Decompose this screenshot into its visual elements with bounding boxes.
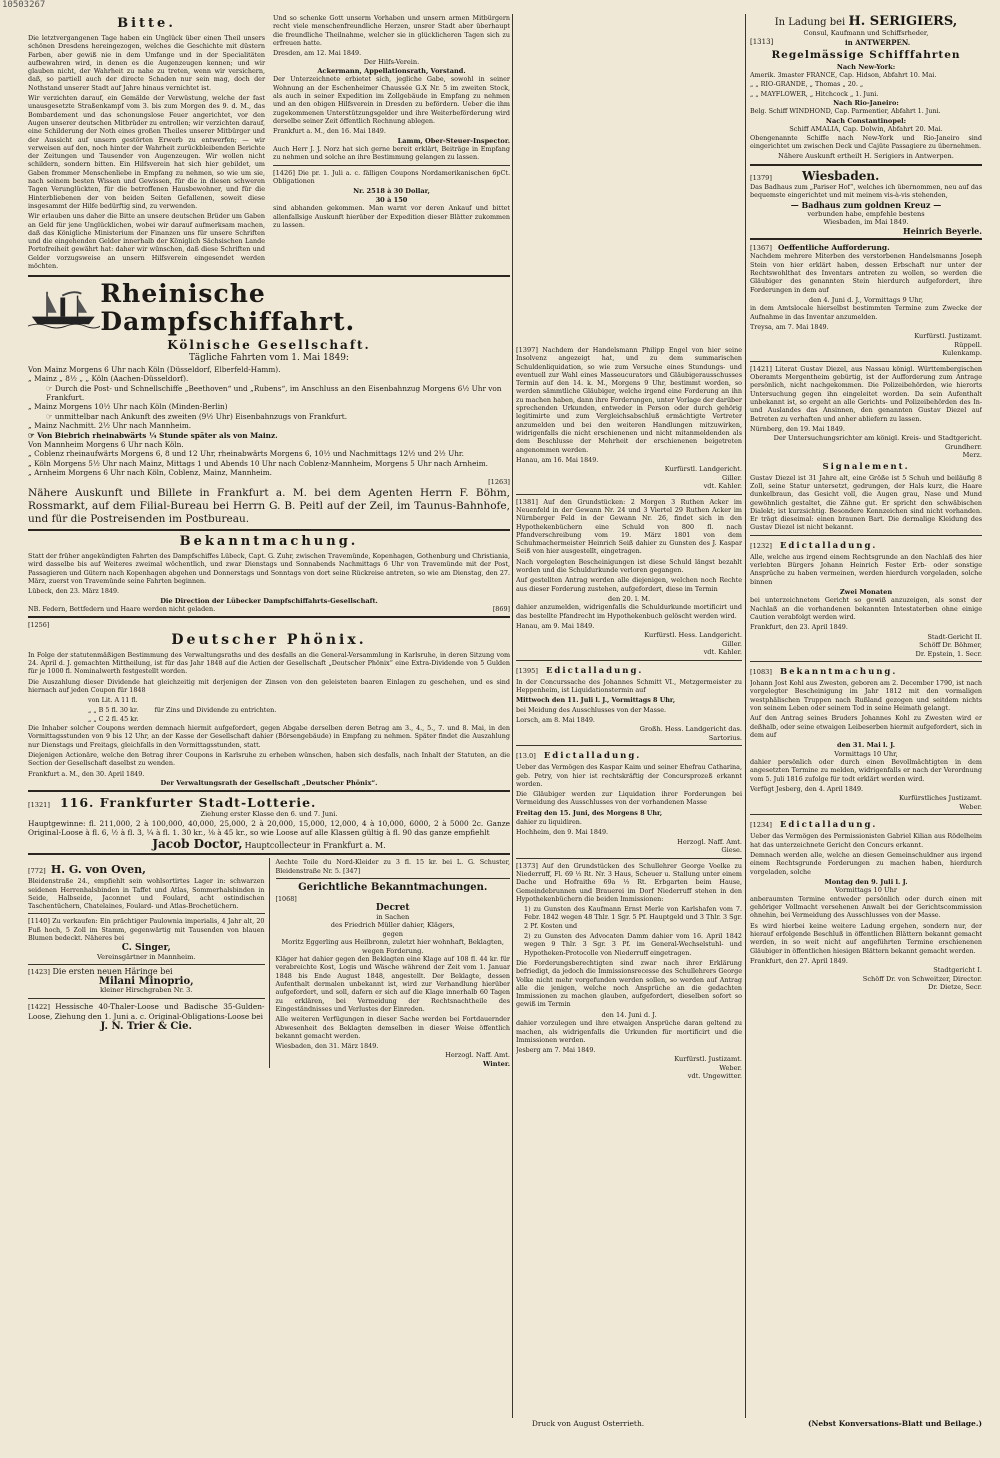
bitte-title: Bitte. — [117, 16, 176, 31]
notice-court: Der Untersuchungsrichter am königl. Kreis- und Stadtgericht. — [773, 434, 982, 443]
ad-number: [1422] — [28, 1002, 50, 1011]
column-right — [750, 14, 982, 1434]
notice-text: in dem Amtslocale hierselbst bestimmten Termine zum Zwecke der Aufnahme in das Inventar anzumelden. — [750, 304, 982, 321]
ad-number: [347] — [343, 866, 361, 875]
notice-signer: Grundherr. — [945, 442, 982, 451]
bekannt-title: Bekanntmachung. — [179, 534, 359, 550]
ad-number: [1373] — [516, 861, 538, 870]
ad-number: [1379] — [750, 173, 772, 182]
notice-text: Literat Gustav Diezel, aus Nassau königl. Württembergischen Oberamts Mergentheim gebürtig, ist der Aufforderung zum Antrage persönlich, nicht nachgekommen. Die Polizeibehörden, wie hierorts Untersuchung gegen ihn eingeleitet worden. Da sein Aufenthalt unbekannt ist, so ergeht an alle Gerichts- und Polizeibehörden des In- und Auslandes das Ansinnen, den genannten Gustav Diezel auf Betreten zu verhaften und anher abliefern zu lassen. — [750, 364, 982, 423]
schedule-row: ☞ Durch die Post- und Schnellschiffe „Beethoven“ und „Rubens“, im Anschluss an den Eisenbahnzug Morgens 6½ Uhr von Frankfurt. — [46, 383, 502, 403]
phoenix-paragraph: Die Inhaber solcher Coupons werden demnach hiermit aufgefordert, gegen Abgabe derselben deren Betrag am 3., 4., 5., 7. und 8. Mai, in den Vormittagsstunden von 9 bis 12 Uhr, an der Kasse der Gesellschaft dahier (Börsengebäude) in Empfang zu nehmen. Später findet die Auszahlung nur Dienstags und Freitags, gleichfalls in den Vormittagsstunden, statt. — [28, 724, 510, 749]
notice-text: Auf den Grundstücken des Schullehrer George Voelke zu Niederruff, Fl. 69 ⅓ Rt. Nr. 3 Haus, Scheuer u. Stallung unter einem Dache und Hofraithe 69a ⅓ Rt. Erbgarten beim Hause, Gemeindebrunnen und Brauerei im Dorf Niederruff stehen in den Hypothekenbüchern die beiden Immissionen: — [516, 861, 742, 903]
ad-number: [1397] — [516, 346, 538, 354]
notice-text: dahier vorzulegen und ihre etwaigen Ansprüche daran geltend zu machen, als widrigenfalls die Urkunden für mortificirt und die Immissionen werden. — [516, 1019, 742, 1044]
notice-signer: vdt. Kahler. — [703, 648, 742, 657]
column-rule — [745, 14, 746, 1418]
ad-number: [1313] — [750, 37, 774, 46]
notice-term: Freitag den 15. Juni, des Morgens 8 Uhr, — [516, 808, 663, 817]
page-id: 10503267 — [2, 0, 46, 10]
notice-1421 — [750, 365, 982, 532]
dekret-line: wegen Forderung. — [362, 946, 424, 955]
phoenix-paragraph: In Folge der statutenmäßigen Bestimmung des Verwaltungsraths und des desfalls an die General-Versammlung in Karlsruhe, in deren Sitzung vom 24. April d. J. gemachten Mittheilung, ist für das Jahr 1848 auf die Actien der Gesellschaft „Deutscher Phönix“ eine Extra-Dividende von 5 Gulden für je 1000 fl. Nominalwerth festgestellt worden. — [28, 650, 510, 676]
notice-title: Edictalladung. — [545, 665, 644, 676]
notice-signer: Kulenkamp. — [942, 349, 982, 358]
notice-date: Frankfurt, den 27. April 1849. — [750, 956, 848, 965]
notice-text: Nachdem der Handelsmann Philipp Engel von hier seine Insolvenz angezeigt hat, und zu dem summarischen Schuldenliquidation, so wie zum Versuche eines Stundungs- und eventuell zur Wahl eines Masseucurators und Gläubigerausschusses Termin auf den 14. k. M., Morgens 9 Uhr, bestimmt worden, so werden sämmtliche Gläubiger, welche irgend eine Forderung an ihn zu machen haben, dann ihre Forderungen, unter Vorlage der darüber sprechenden Urkunden, entweder in Person oder durch gehörig legitimirte und zum Vergleichsabschluß ermächtigte Vertreter anzumelden und bei den weiteren Handlungen mitzuwirken, widrigenfalls die nicht erschienenen und nicht mitanmeldenden als dem Beschlusse der Mehrheit der erschienenen beigetreten angenommen werden. — [516, 346, 742, 454]
notice-court: Kurfürstl. Landgericht. — [664, 465, 742, 474]
gericht-title: Gerichtliche Bekanntmachungen. — [298, 881, 488, 893]
notice-term: den 4. Juni d. J., Vormittags 9 Uhr, — [808, 295, 924, 304]
route-heading: Nach Constantinopel: — [825, 116, 907, 125]
phoenix-rate: „ „ B 5 fl. 30 kr. — [88, 705, 139, 714]
oven-text: Bleidenstraße 24., empfiehlt sein wohlsortirtes Lager in: schwarzen seidenen Herrenhalsbinden in Taffet und Atlas, Sommerhalsbinden in Seide, Halbseide, Jaconnet und Foulard, acht ostindischen Taschentüchern, Chatelaines, Foulard- und Atlas-Brochetüchern. — [28, 877, 265, 911]
notice-text: In der Concurssache des Johannes Schmitt VI., Metzgermeister zu Heppenheim, ist Liquidationstermin auf — [516, 677, 742, 695]
phoenix-rate: „ „ C 2 fl. 45 kr. — [88, 714, 139, 723]
notice-term: den 20. l. M. — [607, 594, 651, 603]
coupons-notice — [273, 169, 510, 186]
lotterie-sub: Ziehung erster Klasse den 6. und 7. Juni. — [200, 810, 338, 819]
ad-number: [1395] — [516, 666, 538, 675]
schedule-row: Von Mannheim Morgens 6 Uhr nach Köln. — [28, 440, 184, 450]
notice-title: Bekanntmachung. — [779, 667, 898, 678]
dekret-line: Moritz Eggerling aus Heilbronn, zuletzt hier wohnhaft, Beklagten, — [281, 938, 504, 947]
phoenix-signer: Der Verwaltungsrath der Gesellschaft „Deutscher Phönix“. — [160, 778, 378, 787]
notice-text: anberaumten Termine entweder persönlich oder durch einen mit gehöriger Vollmacht versehenen Anwalt bei der Gerichtscommission ohnehin, bei Vermeidung des Ausschlusses von der Masse. — [750, 894, 982, 920]
steamship-icon — [28, 287, 100, 329]
ship-row: „ „ MAYFLOWER, „ Hitchcock „ 1. Juni. — [750, 89, 879, 98]
ship-row: Amerik. 3master FRANCE, Cap. Hidson, Abfahrt 10. Mai. — [750, 71, 937, 79]
notice-item: 1) zu Gunsten des Kaufmann Ernst Merle von Karlshafen vom 7. Febr. 1842 wegen 48 Thlr. 1 Sgr. 5 Pf. Hauptgeld und 3 Thlr. 3 Sgr. 2 Pf. Kosten und — [524, 905, 742, 930]
bitte-org: Der Hilfs-Verein. — [363, 58, 420, 67]
schedule-row: „ Mainz Morgens 10½ Uhr nach Köln (Minden-Berlin) — [28, 402, 228, 412]
hessisch-text: Hessische 40-Thaler-Loose und Badische 35-Gulden-Loose, Ziehung den 1. Juni a. c. Original-Obligations-Loose bei — [28, 1001, 265, 1022]
bitte-date: Frankfurt a. M., den 16. Mai 1849. — [273, 127, 386, 136]
notice-signer: Sartorius. — [708, 733, 742, 742]
dekret-title: Decret — [375, 903, 410, 914]
dekret-line: gegen — [382, 929, 403, 938]
phoenix-notice — [28, 621, 510, 787]
lotterie-agent-title: Hauptcollecteur in Frankfurt a. M. — [244, 840, 386, 850]
singer-name: C. Singer, — [121, 943, 171, 954]
ad-number: [1234] — [750, 821, 772, 830]
notice-date: Lorsch, am 8. Mai 1849. — [516, 716, 595, 724]
wiesbaden-title: Wiesbaden. — [801, 168, 880, 183]
notice-1397 — [516, 346, 742, 491]
wiesbaden-text: verbunden habe, empfehle bestens — [807, 209, 925, 218]
notice-court: Kurfürstl. Justizamt. — [674, 1055, 742, 1064]
notice-text: dahier persönlich oder durch einen Bevollmächtigten in dem angesetzten Termine zu melden, widrigenfalls er nach der Verordnung vom 5. Juli 1816 zufolge für todt erklärt werden wird. — [750, 758, 982, 783]
notice-text: Nachdem mehrere Miterben des verstorbenen Handelsmanns Joseph Stein von hier erklärt haben, dessen Erbschaft nur unter der Rechtswohlthat des Inventars antreten zu wollen, so werden die Gläubiger des genannten Stein hierdurch aufgefordert, ihre Forderungen in dem auf — [750, 252, 982, 294]
bitte-paragraph: Auch Herr J. J. Norz hat sich gerne bereit erklärt, Beiträge in Empfang zu nehmen und solche an ihre Bestimmung gelangen zu lassen. — [273, 145, 510, 162]
toile-text: Aechte Toile du Nord-Kleider zu 3 fl. 15 kr. bei L. G. Schuster, Bleidenstraße Nr. 5. — [275, 858, 510, 875]
notice-court: Kurfürstliches Justizamt. — [898, 794, 982, 803]
singer-ad — [28, 917, 265, 961]
notice-1300 — [516, 749, 742, 854]
schedule-row: Von Mainz Morgens 6 Uhr nach Köln (Düsseldorf, Elberfeld-Hamm). — [28, 364, 281, 374]
toile-ad — [276, 858, 511, 875]
lotterie-ad — [28, 795, 510, 850]
wiesbaden-ad — [750, 169, 982, 236]
bitte-paragraph: Der Unterzeichnete erbietet sich, jegliche Gabe, sowohl in seiner Wohnung an der Eschenheimer Chaussée G.X Nr. 5 im zweiten Stock, als auch in seiner Expedition im Zollgebäude in Empfang zu nehmen und an den obigen Hilfsverein in Dresden zu befördern. Ueber die ihm zugekommenen Unterstützungsgelder und ihre Weiterbeförderung wird derselbe seiner Zeit öffentlich Rechnung ablegen. — [273, 75, 510, 125]
notice-1083 — [750, 665, 982, 811]
bitte-date: Dresden, am 12. Mai 1849. — [273, 49, 362, 58]
lubeck-notice — [28, 534, 510, 613]
lotterie-text: Hauptgewinne: fl. 211,000, 2 à 100,000, 40,000, 25,000, 2 à 20,000, 15,000, 12,000, 4 à 10,000, 6000, 2 à 5000 2c. Ganze Original-Loose à fl. 6, ½ à fl. 3, ¼ à fl. 1. 30 kr., ⅛ à 45 kr., so wie Loose auf alle Klassen gültig à fl. 90 das ganze empfiehlt — [28, 818, 510, 838]
schedule-row: „ Coblenz rheinaufwärts Morgens 6, 8 und 12 Uhr, rheinabwärts Morgens 6, 10½ und Nachmittags 12½ und 2½ Uhr. — [28, 449, 464, 459]
notice-court: Kurfürstl. Justizamt. — [914, 332, 982, 341]
notice-1232 — [750, 539, 982, 658]
bitte-section — [28, 14, 265, 272]
schedule-row: „ Köln Morgens 5½ Uhr nach Mainz, Mittags 1 und Abends 10 Uhr nach Coblenz-Mannheim, Morgens 5 Uhr nach Arnheim. — [28, 458, 488, 468]
coupons-text: Die pr. 1. Juli a. c. fälligen Coupons Nordamerikanischen 6pCt. Obligationen — [273, 168, 510, 185]
newspaper-page — [28, 14, 982, 1444]
footer-note: (Nebst Konversations-Blatt und Beilage.) — [808, 1419, 982, 1428]
bitte-continued — [273, 14, 510, 272]
bekannt-nb — [28, 605, 510, 613]
printer-line: Druck von August Osterrieth. — [531, 1419, 645, 1428]
serigiers-ad — [750, 14, 982, 161]
notice-term: Zwei Monaten — [839, 587, 893, 596]
lotterie-agent: Jacob Doctor, — [152, 836, 243, 851]
rhein-daily: Tägliche Fahrten vom 1. Mai 1849: — [189, 353, 349, 364]
ad-number: [1421] — [750, 364, 772, 373]
notice-1234 — [750, 818, 982, 991]
schedule-row: „ Arnheim Morgens 6 Uhr nach Köln, Coblenz, Mainz, Mannheim. — [28, 468, 272, 478]
notice-title: Edictalladung. — [779, 540, 878, 551]
notice-signer: Weber. — [959, 802, 982, 811]
notice-term: Mittwoch den 11. Juli l. J., Vormittags 8 Uhr, — [516, 696, 676, 705]
bitte-paragraph: Die letztvergangenen Tage haben ein Unglück über einen Theil unsers schönen Dresdens hereingezogen, welches die Geschichte mit düstern Farben, aber gewiß nie in dem Umfange und in der Specialitäten aufbewahren wird, in denen es die Augenzeugen kennen; und wir glauben nicht, der Wahrheit zu nahe zu treten, wenn wir versichern, daß, so partiell auch der directe Schaden nur sein mag, doch der Nothstand unserer Stadt auf Jahre hinaus vernichtet ist. — [28, 34, 265, 92]
wiesbaden-name: — Badhaus zum goldnen Kreuz — — [790, 200, 942, 211]
notice-text: Auf den Antrag seines Bruders Johannes Kohl zu Zwesten wird er deßhalb, oder seine etwaigen Leibeserben hiermit aufgefordert, sich in dem auf — [750, 714, 982, 739]
haringe-text: Die ersten neuen Häringe bei — [52, 967, 173, 977]
notice-court: Stadtgericht I. — [933, 966, 982, 975]
notice-text: bei unterzeichnetem Gericht so gewiß anzuzeigen, als sonst der Nachlaß an die vorhandenen bekannten Intestaterben ohne einige Caution verabfolgt werden wird. — [750, 596, 982, 621]
ad-number: [1426] — [273, 168, 295, 177]
coupons-line: Nr. 2518 à 30 Dollar, — [353, 187, 430, 196]
schedule-row: „ Mainz Nachmitt. 2½ Uhr nach Mannheim. — [28, 421, 192, 431]
bitte-signer: Ackermann, Appellationsrath, Vorstand. — [317, 66, 466, 75]
notice-court: Kurfürstl. Hess. Landgericht. — [644, 631, 742, 640]
coupons-text: sind abhanden gekommen. Man warnt vor deren Ankauf und bittet allenfallsige Auskunft hierüber der Expedition dieser Blätter zukommen zu lassen. — [273, 204, 510, 229]
singer-text: Zu verkaufen: Ein prächtiger Paulownia imperialis, 4 Jahr alt, 20 Fuß hoch, 5 Zoll im Stamm, gegenwärtig mit Tausenden von blauen Blumen bedeckt. Näheres bei — [28, 917, 265, 943]
column-left — [28, 14, 510, 1434]
notice-1395 — [516, 664, 742, 742]
dekret-line: des Friedrich Müller dahier, Klägers, — [330, 921, 455, 930]
bekannt-signer: Die Direction der Lübecker Dampfschiffahrts-Gesellschaft. — [160, 596, 378, 605]
rhein-subtitle: Kölnische Gesellschaft. — [167, 338, 371, 353]
dekret-line: in Sachen — [376, 912, 410, 921]
notice-text: Johann Jost Kohl aus Zwesten, geboren am 2. December 1790, ist nach vorgelegter Bescheinigung im Jahr 1812 mit den vormaligen westphälischen Truppen nach Rußland gezogen und seitdem nichts von seinem Leben oder seinem Tod in seine Heimath gelangt. — [750, 679, 982, 712]
rhein-ad — [28, 280, 510, 526]
ad-number: [1140] — [28, 917, 50, 926]
notice-signer: Giller. — [721, 473, 742, 482]
serigiers-contact: Nähere Auskunft ertheilt H. Serigiers in Antwerpen. — [778, 152, 954, 161]
gericht-text: Kläger hat dahier gegen den Beklagten eine Klage auf 108 fl. 44 kr. für verabreichte Kost, Logis und Wäsche während der Zeit vom 1. Januar 1848 bis Ende August 1848, angestellt. Der Beklagte, dessen Aufenthalt dermalen unbekannt ist, wird zur Verhandlung hierüber aufgefordert, und soll, dafern er sich auf die Klage innerhalb 60 Tagen zu erklären, bei Vermeidung der Rechtsnachtheile des Eingeständnisses und Verlustes der Einreden. — [275, 955, 510, 1013]
notice-court: Großh. Hess. Landgericht das. — [639, 725, 742, 734]
notice-text: Die Forderungsberechtigten sind zwar nach ihrer Erklärung befriedigt, da jedoch die Immissionsrecesse des Schullehrers George Volke nicht mehr vorgefunden werden sollen, so werden auf Antrag alle die jenigen, welche noch Ansprüche an die gedachten Immissionen zu machen glauben, aufgefordert, dieselben sofort so gewiß im Termin — [516, 958, 742, 1009]
gericht-section — [276, 858, 511, 1068]
phoenix-rate: von Lit. A 11 fl. — [88, 696, 138, 705]
serigiers-sub: Consul, Kaufmann und Schiffsrheder, — [803, 29, 929, 37]
phoenix-date: Frankfurt a. M., den 30. April 1849. — [28, 769, 145, 778]
rhein-title: Rheinische Dampfschiffahrt. — [100, 279, 356, 337]
column-middle — [516, 346, 742, 1436]
notice-1367 — [750, 243, 982, 357]
notice-date: Hanau, am 9. Mai 1849. — [516, 622, 595, 631]
wiesbaden-signer: Heinrich Beyerle. — [903, 225, 982, 236]
notice-text: Auf gestellten Antrag werden alle diejenigen, welchen noch Rechte aus dieser Forderung zustehen, aufgefordert, diese im Termin — [516, 576, 742, 593]
haringe-addr: kleiner Hirschgraben Nr. 3. — [100, 986, 193, 995]
notice-term: Vormittags 10 Uhr — [834, 886, 897, 895]
notice-text: dahier anzumelden, widrigenfalls die Schuldurkunde mortificirt und das bestellte Pfandrecht im Hypothekenbuch gelöscht werden wird. — [516, 603, 742, 620]
phoenix-paragraph: Die Auszahlung dieser Dividende hat gleichzeitig mit derjenigen der Zinsen von den geleisteten baaren Einlagen zu geschehen, und es sind hiernach auf jeden Coupon für 1848 — [28, 677, 510, 694]
notice-signer: Schöff Dr. von Schweitzer, Director. — [862, 974, 982, 983]
ad-number: [1367] — [750, 244, 772, 253]
bekannt-text: Statt der früher angekündigten Fahrten des Dampfschiffes Lübeck, Capt. G. Zuhr, zwischen Travemünde, Kopenhagen, Gothenburg und Christiania, wird dasselbe bis auf Weiteres zweimal wöchentlich, und zwar Dienstags und Sonnabends Nachmittags 6 Uhr von Travemünde mit der Post, Passagieren und Gütern nach Kopenhagen abgehen und Donnerstags und Sonntags von dort seine Rückreise antreten, so wie am Dienstag, den 27. März, zuerst von Travemünde seine Fahrten beginnen. — [28, 552, 510, 586]
notice-signer: Giller. — [721, 639, 742, 648]
serigiers-name: H. SERIGIERS, — [848, 14, 958, 29]
oven-ad — [28, 858, 265, 910]
notice-date: Hochheim, den 9. Mai 1849. — [516, 828, 609, 837]
notice-term: Vormittags 10 Uhr, — [834, 749, 898, 758]
notice-title: Oeffentliche Aufforderung. — [777, 243, 890, 253]
notice-signer: vdt. Ungewitter. — [687, 1072, 742, 1081]
notice-signer: vdt. Kahler. — [703, 482, 742, 491]
notice-text: Nach vorgelegten Bescheinigungen ist diese Schuld längst bezahlt worden und die Schuldurkunde verloren gegangen. — [516, 557, 742, 575]
ad-number: [772] — [28, 867, 46, 876]
ad-number: [1068] — [275, 894, 297, 903]
haringe-ad — [28, 968, 265, 994]
notice-text: Auf den Grundstücken: 2 Morgen 3 Ruthen Acker im Neuenfeld in der Gewann Nr. 24 und 3 Viertel 29 Ruthen Acker im Nürnberger Feld in der Gewann Nr. 26, findet sich in den Hypothekenbüchern eine Schuld von 800 fl. nach Pfandverschreibung vom 19. März 1801 von dem Schuhmachermeister Heinrich Seiß dahier zu Gunsten des J. Kaspar Seiß von hier ausgestellt, eingetragen. — [516, 497, 742, 556]
notice-signer: Dr. Dietze, Secr. — [927, 983, 982, 992]
serigiers-intro: In Ladung bei — [774, 17, 846, 28]
notice-text: Ueber das Vermögen des Kaspar Kaim und seiner Ehefrau Catharina, geb. Petry, von hier ist rechtskräftig der Concursprozeß erkannt worden. — [516, 763, 742, 788]
bitte-paragraph: Wir erlauben uns daher die Bitte an unsere deutschen Brüder um Gaben an Geld für jene Unglücklichen, wobei wir darauf aufmerksam machen, daß das Königliche Ministerium der Finanzen uns für unsere Schriften und die eingehenden Gelder innerhalb der Königlich Sächsischen Lande Portofreiheit gewährt hat: daher wir wünschen, daß diese Schriften und Gelder vorzugsweise an unsern Hilfsverein eingesendet werden möchten. — [28, 212, 265, 271]
nb-text: NB. Federn, Bettfedern und Haare werden nicht geladen. — [28, 605, 216, 614]
ad-number: [869] — [492, 605, 510, 614]
notice-signer: Weber. — [719, 1063, 742, 1072]
wiesbaden-date: Wiesbaden, im Mai 1849. — [823, 218, 909, 227]
notice-signer: Schöff Dr. Böhmer, — [919, 641, 982, 650]
hessisch-name: J. N. Trier & Cie. — [100, 1021, 192, 1033]
gericht-signer: Winter. — [483, 1059, 510, 1068]
small-ads — [28, 858, 270, 1068]
haringe-name: Milani Minoprio, — [98, 975, 194, 987]
signalement-text: Gustav Diezel ist 31 Jahre alt, eine Größe ist 5 Schuh und beiläufig 8 Zoll, seine Statur untersetzt, gedrungen, der Hals kurz, die Haare dunkelbraun, das Gesicht voll, die Augen grau, Nase und Mund gewöhnlich gestaltet, die Zähne gut. Er spricht den schwäbischen Dialekt; ist kurzsichtig. Besondere Kennzeichen sind nicht vorhanden. Er trägt dieseimal: einen braunen Bart. Die dermalige Kleidung des Gustav Diezel ist nicht bekannt. — [750, 473, 982, 532]
ad-number: [1083] — [750, 668, 772, 677]
notice-item: 2) zu Gunsten des Advocaten Damm dahier vom 16. April 1842 wegen 9 Thlr. 3 Sgr. 3 Pf. im General-Wechselstuhl- und Hypotheken-Protocolle von Niederruff eingetragen. — [524, 932, 742, 957]
bitte-paragraph: Wir verzichten darauf, ein Gemälde der Verwüstung, welche der fast unausgesetzte Straßenkampf vom 3. bis zum Morgen des 9. d. M., das Bombardement und das schonungslose Feuer angerichtet, vor den Augen unserer deutschen Mitbrüder zu entrollen; wir verzichten darauf, eine Schilderung der Noth eines großen Theiles unserer Mitbürger und der Aussicht auf unsern gestörten Erwerb zu entwerfen; — wir verweisen auf den, noch hinter der Wahrheit zurückbleibenden Berichte der Zeitungen und Tausender von Augenzeugen. Wir wollen nicht schildern, sondern bitten. Ein Hilfsverein hat sich hier gebildet, um Gaben frommer Menschenliebe in Empfang zu nehmen, so wie um sie, nach seinem besten Wissen und Gewissen, für die in diesen schweren Tagen Verunglückten, für die betroffenen Hausbewohner, und für die Hinterbliebenen der von beiden Seiten Gefallenen, soweit diese insgesammt der Hilfe bedürftig sind, zu verwenden. — [28, 94, 265, 210]
ad-number: [1423] — [28, 968, 50, 977]
notice-title: Edictalladung. — [543, 751, 642, 762]
ad-number: [1232] — [750, 541, 772, 550]
notice-signer: Merz. — [962, 451, 982, 460]
notice-date: Frankfurt, den 23. April 1849. — [750, 623, 848, 632]
notice-court: Stadt-Gericht II. — [927, 632, 982, 641]
lotterie-title: 116. Frankfurter Stadt-Lotterie. — [59, 795, 317, 811]
notice-text: Die Gläubiger werden zur Liquidation ihrer Forderungen bei Vermeidung des Ausschlusses von der vorhandenen Masse — [516, 790, 742, 807]
serigiers-text: Obengenannte Schiffe nach New-York und Rio-Janeiro sind eingerichtet um zwischen Deck und Cajüte Passagiere zu übernehmen. — [750, 133, 982, 150]
signalement-title: Signalement. — [822, 461, 910, 472]
bekannt-date: Lübeck, den 23. März 1849. — [28, 587, 120, 596]
bitte-signer: Lamm, Ober-Steuer-Inspector. — [397, 136, 510, 145]
phoenix-title: Deutscher Phönix. — [171, 631, 367, 648]
notice-text: bei Meidung des Ausschlusses von der Masse. — [516, 705, 667, 714]
bitte-paragraph: Und so schenke Gott unserm Vorhaben und unsern armen Mitbürgern recht viele menschenfreundliche Herzen, unsrer Stadt aber überhaupt die freundliche Theilnahme, welcher sie in glücklicheren Tagen sich zu erfreuen hatte. — [273, 14, 510, 47]
route-heading: Nach New-York: — [836, 62, 896, 71]
notice-date: Jesberg am 7. Mai 1849. — [516, 1046, 596, 1055]
ship-row: Belg. Schiff WINDHOND, Cap. Parmentier, Abfahrt 1. Juni. — [750, 107, 941, 116]
notice-text: Es wird hierbei keine weitere Ladung ergehen, sondern nur, der hierauf erfolgende Beschluß in öffentlichen Blättern bekannt gemacht werden, in so weit nicht auf angeführten Termine erschienenen Gläubiger in öffentlichen hiesigen Blättern bekannt gemacht werden. — [750, 921, 982, 955]
wiesbaden-text: Das Badhaus zum „Pariser Hof“, welches ich übernommen, neu auf das bequemste eingerichtet und mit meinem vis-à-vis stehenden, — [750, 182, 982, 200]
rhein-schedule — [28, 365, 510, 478]
hessisch-ad — [28, 1002, 265, 1032]
phoenix-rate-note: für Zins und Dividende zu entrichten. — [154, 705, 277, 714]
ad-number: [1263] — [488, 477, 510, 486]
gericht-date: Wiesbaden, den 31. März 1849. — [275, 1042, 379, 1051]
notice-signer: Giese. — [721, 846, 742, 855]
gericht-text: Alle weiteren Verfügungen in dieser Sache werden bei Fortdauernder Abwesenheit des Beklagten demselben in dieser Weise öffentlich bekannt gemacht werden. — [275, 1015, 510, 1040]
ad-number: [1256] — [28, 621, 50, 630]
route-heading: Nach Rio-Janeiro: — [833, 98, 899, 107]
notice-term: Montag den 9. Juli l. J. — [824, 877, 908, 886]
notice-1381 — [516, 498, 742, 657]
notice-date: Verfügt Jesberg, den 4. April 1849. — [750, 785, 864, 794]
notice-text: Ueber das Vermögen des Permissionisten Gabriel Kilian aus Rödelheim hat das unterzeichnete Gericht den Concurs erkannt. — [750, 832, 982, 849]
ship-row: „ „ RIO-GRANDE, „ Thomas „ 20. „ — [750, 80, 864, 89]
notice-title: Edictalladung. — [779, 820, 878, 831]
ad-number: [1381] — [516, 497, 538, 506]
phoenix-paragraph: Diejenigen Actionäre, welche den Betrag ihrer Coupons in Karlsruhe zu erheben wünschen, haben sich desfalls, nach Inhalt der Statuten, an die Section der Gesellschaft daselbst zu wenden. — [28, 751, 510, 768]
notice-text: Demnach werden alle, welche an diesen Gemeinschuldner aus irgend einem Rechtsgrunde Forderungen zu machen haben, hierdurch vorgeladen, solche — [750, 850, 982, 876]
rhein-info: Nähere Auskunft und Billete in Frankfurt a. M. bei dem Agenten Herrn F. Böhm, Rossmarkt, auf dem Filial-Bureau bei Herrn G. B. Peitl auf der Zeil, im Taunus-Bahnhofe, und für die Postreisenden im Postbureau. — [28, 487, 510, 526]
ad-number: [1321] — [28, 801, 50, 810]
notice-date: Nürnberg, den 19. Mai 1849. — [750, 424, 845, 433]
notice-court: Herzogl. Naff. Amt. — [677, 837, 742, 846]
ad-number: [13.0] — [516, 752, 536, 761]
serigiers-title: Regelmässige Schifffahrten — [771, 48, 961, 61]
coupons-line: 30 à 150 — [375, 195, 408, 204]
schedule-row: „ Mainz „ 8½ „ „ Köln (Aachen-Düsseldorf). — [28, 374, 189, 384]
ship-row: Schiff AMALIA, Cap. Dolwin, Abfahrt 20. Mai. — [789, 125, 943, 134]
gericht-court: Herzogl. Naff. Amt. — [445, 1051, 510, 1060]
notice-1373 — [516, 862, 742, 1081]
schedule-row: ☞ Von Biebrich rheinabwärts ¼ Stunde später als von Mainz. — [28, 430, 278, 440]
notice-signer: Rüppell. — [954, 340, 982, 349]
notice-term: den 14. Juni d. J. — [601, 1010, 657, 1019]
schedule-row: ☞ unmittelbar nach Ankunft des zweiten (9½ Uhr) Eisenbahnzugs von Frankfurt. — [46, 411, 348, 421]
serigiers-place: in ANTWERPEN. — [845, 37, 911, 47]
notice-term: den 31. Mai l. J. — [836, 741, 896, 750]
singer-place: Vereinsgärtner in Mannheim. — [97, 952, 196, 961]
notice-date: Hanau, am 16. Mai 1849. — [516, 455, 599, 464]
notice-text: Alle, welche aus irgend einem Rechtsgrunde an den Nachlaß des hier verlebten Bürgers Johann Heinrich Fester Erb- oder sonstige Ansprüche zu haben vermeinen, werden hierdurch vorgeladen, solche binnen — [750, 552, 982, 586]
notice-signer: Dr. Epstein, 1. Secr. — [915, 649, 982, 658]
oven-title: H. G. von Oven, — [50, 863, 146, 877]
notice-text: dahier zu liquidiren. — [516, 818, 582, 827]
notice-date: Treysa, am 7. Mai 1849. — [750, 322, 829, 331]
column-rule — [512, 14, 513, 1418]
